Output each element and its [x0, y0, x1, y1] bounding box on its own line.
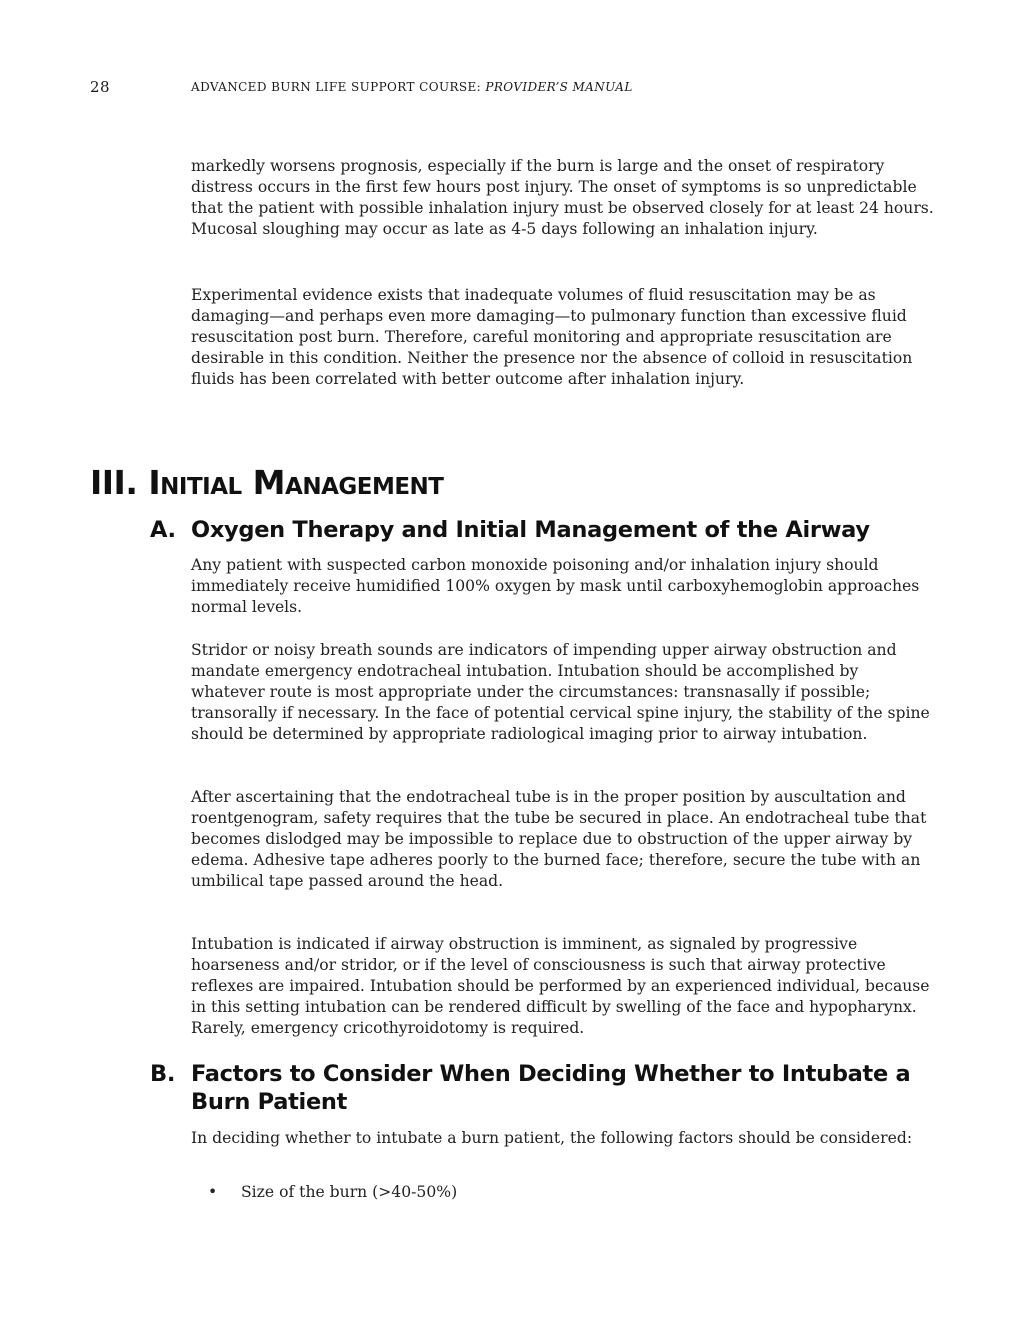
subsection-a-letter: A.: [150, 517, 176, 543]
section-numeral: III.: [90, 463, 138, 502]
running-head-subtitle: PROVIDER’S MANUAL: [485, 80, 633, 94]
subsection-a-paragraph-4: Intubation is indicated if airway obstruction is imminent, as signaled by progressive hoarseness and/or stridor, or if the level of consciousness is such that airway protective reflexes are impaired. Intubation should be performed by an experienced individual, because in this setting intubation can be rendered difficult by swelling of the face and hypopharynx. Rarely, emergency cricothyroidotomy is required.: [191, 935, 930, 1037]
section-title-word-2: MANAGEMENT: [252, 463, 444, 502]
running-head: [191, 80, 633, 94]
list-item-text: Size of the burn (>40-50%): [241, 1183, 458, 1201]
subsection-b-paragraph-1: In deciding whether to intubate a burn patient, the following factors should be considered:: [191, 1129, 913, 1147]
subsection-a-paragraph-3: After ascertaining that the endotracheal tube is in the proper position by auscultation and roentgenogram, safety requires that the tube be secured in place. An endotracheal tube that becomes dislodged may be impossible to replace due to obstruction of the upper airway by edema. Adhesive tape adheres poorly to the burned face; therefore, secure the tube with an umbilical tape passed around the head.: [191, 788, 927, 890]
subsection-a-title: Oxygen Therapy and Initial Management of the Airway: [191, 517, 870, 543]
intro-paragraph-2: Experimental evidence exists that inadequate volumes of fluid resuscitation may be as damaging—and perhaps even more damaging—to pulmonary function than excessive fluid resuscitation post burn. Therefore, careful monitoring and appropriate resuscitation are desirable in this condition. Neither the presence nor the absence of colloid in resuscitation fluids has been correlated with better outcome after inhalation injury.: [191, 286, 913, 388]
list-item: [208, 1182, 457, 1203]
running-head-title: ADVANCED BURN LIFE SUPPORT COURSE:: [191, 80, 486, 94]
subsection-a-heading: [150, 516, 931, 544]
bullet-icon: •: [208, 1183, 218, 1201]
subsection-b-heading: [150, 1060, 931, 1116]
subsection-b-letter: B.: [150, 1061, 176, 1087]
subsection-a-paragraph-1: Any patient with suspected carbon monoxide poisoning and/or inhalation injury should immediately receive humidified 100% oxygen by mask until carboxyhemoglobin approaches normal levels.: [191, 556, 920, 616]
intro-paragraph-1: markedly worsens prognosis, especially if the burn is large and the onset of respiratory distress occurs in the first few hours post injury. The onset of symptoms is so unpredictable that the patient with possible inhalation injury must be observed closely for at least 24 hours. Mucosal sloughing may occur as late as 4-5 days following an inhalation injury.: [191, 157, 934, 238]
subsection-a-paragraph-2: Stridor or noisy breath sounds are indicators of impending upper airway obstruction and mandate emergency endotracheal intubation. Intubation should be accomplished by whatever route is most appropriate under the circumstances: transnasally if possible; transorally if necessary. In the face of potential cervical spine injury, the stability of the spine should be determined by appropriate radiological imaging prior to airway intubation.: [191, 641, 930, 743]
section-heading: [90, 461, 444, 509]
subsection-b-title: Factors to Consider When Deciding Whether to Intubate a Burn Patient: [191, 1061, 911, 1115]
section-title-word-1: INITIAL: [148, 463, 242, 502]
page-number: 28: [90, 78, 111, 96]
